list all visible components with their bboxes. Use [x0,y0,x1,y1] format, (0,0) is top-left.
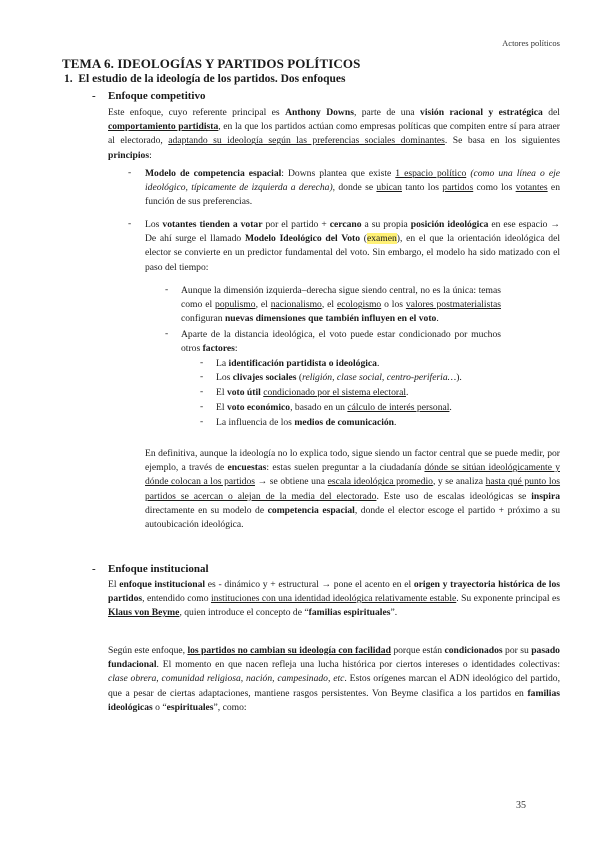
institutional-paragraph-1: El enfoque institucional es - dinámico y + estructural → pone el acento en el origen y trayectoria histórica de los partidos, entendido como instituciones con una identidad ideológica relativamente estable. Su exponente principal es Klaus von Beyme, quien introduce el concepto de “familias espirituales”. [108,579,561,619]
page-number: 35 [516,800,526,811]
subsection-heading-institutional: Enfoque institucional [108,563,209,575]
section-number: 1. [64,73,73,85]
dash-bullet: - [165,328,169,339]
dash-bullet: - [200,371,204,382]
section-heading [64,73,345,85]
section-title: El estudio de la ideología de los partidos. Dos enfoques [78,73,346,85]
factor-item: Los clivajes sociales (religión, clase social, centro-periferia…). [216,372,462,383]
conclusion-paragraph: En definitiva, aunque la ideología no lo explica todo, sigue siendo un factor central que se puede medir, por ejemplo, a través de encuestas: estas suelen preguntar a la ciudadanía dónde se sitúan ideológicamente y dónde colocan a los partidos → se obtiene una escala ideológica promedio, y se analiza hasta qué punto los partidos se acercan o alejan de la media del electorado. Este uso de escalas ideológicas se inspira directamente en su modelo de competencia espacial, donde el elector escoge el partido + próximo a su autoubicación ideológica. [145,448,561,531]
institutional-paragraph-2: Según este enfoque, los partidos no cambian su ideología con facilidad porque están condicionados por su pasado fundacional. El momento en que nacen refleja una lucha histórica por ciertos intereses o identidades colectivas: clase obrera, comunidad religiosa, nación, campesinado, etc. Estos orígenes marcan el ADN ideológico del partido, que a pesar de ciertas adaptaciones, mantiene rasgos persistentes. Von Beyme clasifica a los partidos en familias ideológicas o “espirituales”, como: [108,645,560,713]
chapter-title: TEMA 6. IDEOLOGÍAS Y PARTIDOS POLÍTICOS [62,56,361,71]
other-factors-paragraph: Aparte de la distancia ideológica, el voto puede estar condicionado por muchos otros factores: [181,329,501,355]
voters-paragraph: Los votantes tienden a votar por el partido + cercano a su propia posición ideológica en ese espacio → De ahí surge el llamado Modelo Ideológico del Voto (examen), en el que la orientación ideológica del elector se convierte en un predictor fundamental del voto. Sin embargo, el modelo ha sido matizado con el paso del tiempo: [145,219,561,273]
factor-item: La identificación partidista o ideológica. [216,358,380,369]
factor-item: El voto económico, basado en un cálculo de interés personal. [216,402,452,413]
dash-bullet: - [200,386,204,397]
running-header: Actores políticos [502,38,560,48]
dash-bullet: - [200,401,204,412]
factor-item: La influencia de los medios de comunicación. [216,417,397,428]
competitive-intro: Este enfoque, cuyo referente principal es Anthony Downs, parte de una visión racional y estratégica del comportamiento partidista, en la que los partidos actúan como empresas políticas que compiten entre sí para atraer al electorado, adaptando su ideología según las preferencias sociales dominantes. Se basa en los siguientes principios: [108,107,560,161]
subsection-heading-competitive: Enfoque competitivo [108,90,206,102]
dash-bullet: - [128,218,132,229]
new-dimensions-paragraph: Aunque la dimensión izquierda–derecha sigue siendo central, no es la única: temas como el populismo, el nacionalismo, el ecologismo o los valores postmaterialistas configuran nuevas dimensiones que también influyen en el voto. [181,285,501,325]
dash-bullet: - [128,167,132,178]
highlight-exam: examen [366,233,397,245]
dash-bullet: - [165,284,169,295]
spatial-model-paragraph: Modelo de competencia espacial: Downs plantea que existe 1 espacio político (como una línea o eje ideológico, típicamente de izquierda a derecha), donde se ubican tanto los partidos como los votantes en función de sus preferencias. [145,168,561,208]
factor-item: El voto útil condicionado por el sistema electoral. [216,387,409,398]
dash-bullet: - [200,416,204,427]
dash-bullet: - [200,357,204,368]
dash-bullet: - [92,563,96,575]
dash-bullet: - [92,90,96,102]
